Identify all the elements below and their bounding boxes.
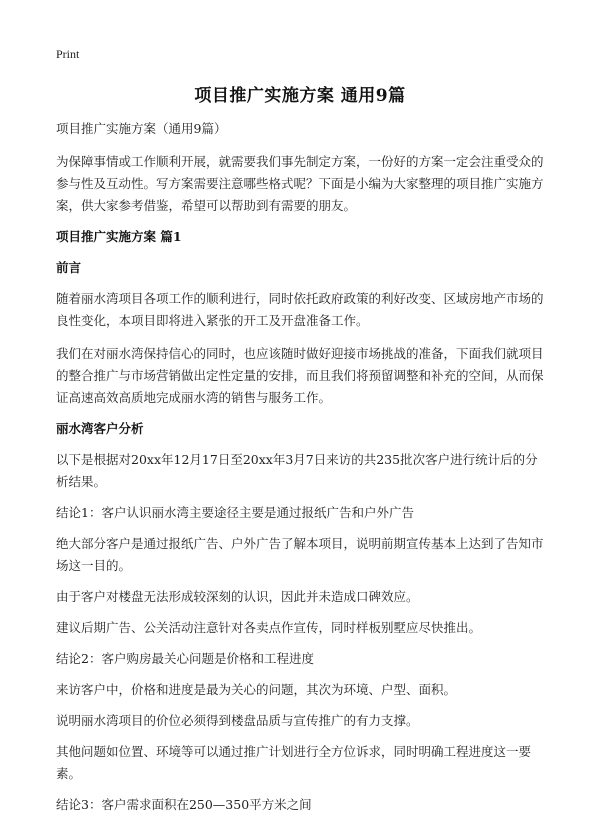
document-body: [56, 118, 546, 816]
analysis-heading: 丽水湾客户分析: [56, 421, 144, 436]
section-heading: 项目推广实施方案 篇1: [56, 229, 182, 244]
document-subtitle: 项目推广实施方案（通用9篇）: [56, 121, 227, 136]
paragraph: 说明丽水湾项目的价位必须得到楼盘品质与宣传推广的有力支撑。: [56, 713, 419, 728]
paragraph: 由于客户对楼盘无法形成较深刻的认识，因此并未造成口碑效应。: [56, 589, 419, 604]
preface-heading: 前言: [56, 260, 82, 275]
conclusion-line: 结论2：客户购房最关心问题是价格和工程进度: [56, 651, 314, 666]
print-link[interactable]: Print: [56, 47, 80, 61]
conclusion-line: 结论3：客户需求面积在250—350平方米之间: [56, 797, 312, 812]
paragraph: 其他问题如位置、环境等可以通过推广计划进行全方位诉求，同时明确工程进度这一要素。: [56, 744, 532, 781]
document-title: 项目推广实施方案 通用9篇: [194, 86, 406, 106]
paragraph: 我们在对丽水湾保持信心的同时，也应该随时做好迎接市场挑战的准备，下面我们就项目的整合推广与市场营销做出定性定量的安排，而且我们将预留调整和补充的空间，从而保证高速高效高质地完成丽水湾的销售与服务工作。: [56, 346, 544, 405]
paragraph: 绝大部分客户是通过报纸广告、户外广告了解本项目，说明前期宣传基本上达到了告知市场这一目的。: [56, 536, 544, 573]
intro-paragraph: 为保障事情或工作顺利开展，就需要我们事先制定方案，一份好的方案一定会注重受众的参与性及互动性。写方案需要注意哪些格式呢？下面是小编为大家整理的项目推广实施方案，供大家参考借鉴，希望可以帮助到有需要的朋友。: [56, 154, 544, 213]
paragraph: 随着丽水湾项目各项工作的顺利进行，同时依托政府政策的利好改变、区域房地产市场的良性变化，本项目即将进入紧张的开工及开盘准备工作。: [56, 291, 544, 328]
paragraph: 建议后期广告、公关活动注意针对各卖点作宣传，同时样板别墅应尽快推出。: [56, 620, 482, 635]
conclusion-line: 结论1：客户认识丽水湾主要途径主要是通过报纸广告和户外广告: [56, 505, 414, 520]
paragraph: 来访客户中，价格和进度是最为关心的问题，其次为环境、户型、面积。: [56, 682, 457, 697]
paragraph: 以下是根据对20xx年12月17日至20xx年3月7日来访的共235批次客户进行统计后的分析结果。: [56, 452, 538, 489]
